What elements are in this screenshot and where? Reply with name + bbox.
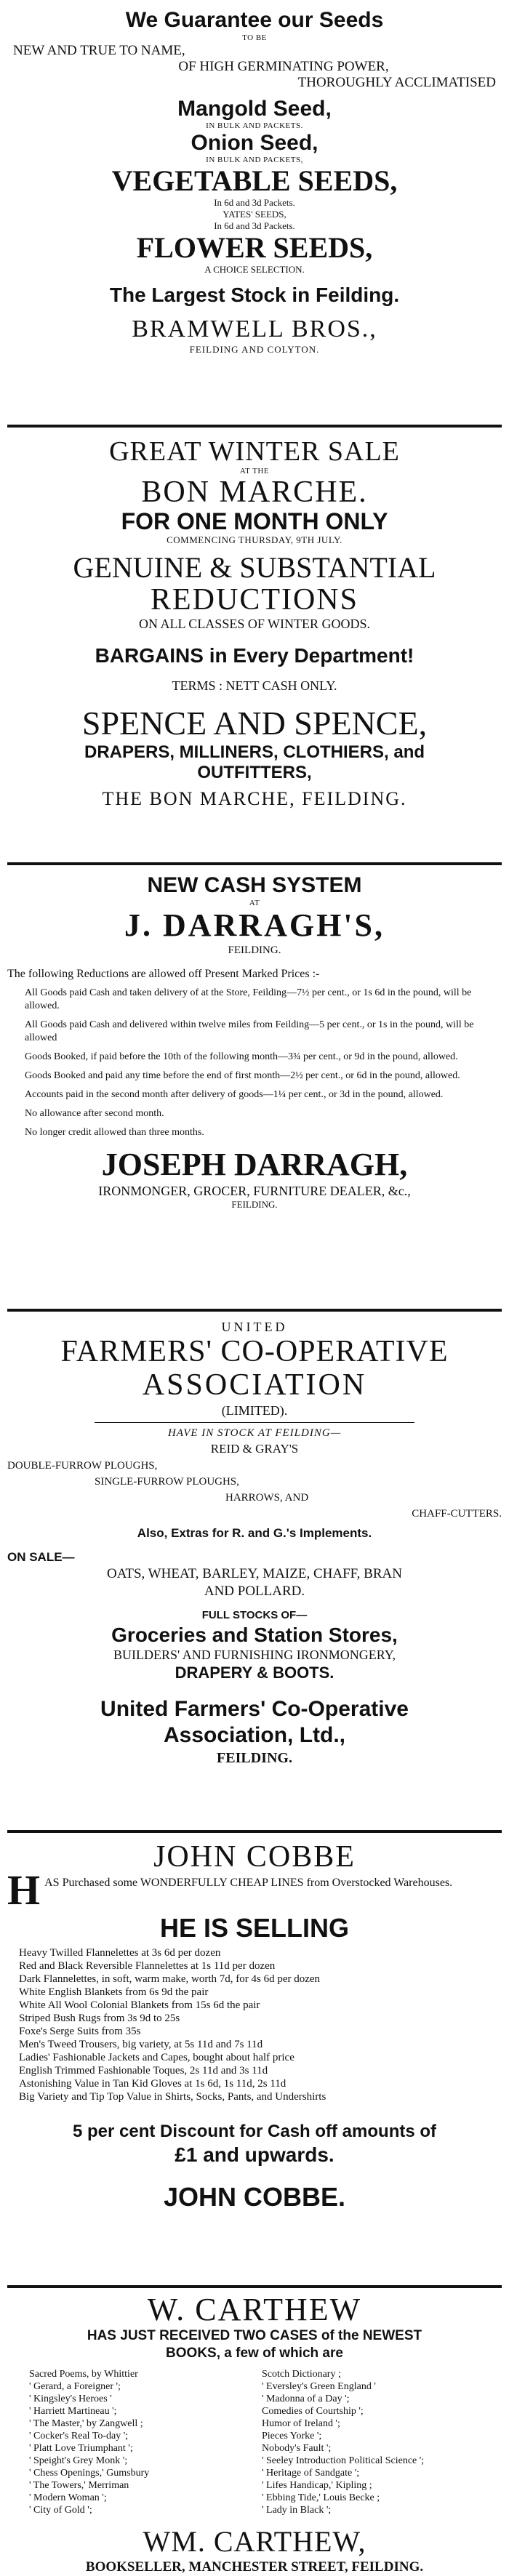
book-title: ' Harriett Martineau '; [29, 2406, 117, 2417]
book-lists [7, 2367, 502, 2518]
book-title: ' Heritage of Sandgate '; [262, 2468, 360, 2479]
book-title: ' Ebbing Tide,' Louis Becke ; [262, 2492, 380, 2503]
book-title: Humor of Ireland '; [262, 2418, 340, 2429]
reduction-item: No longer credit allowed than three months. [25, 1127, 204, 1138]
bon-marche-shop: THE BON MARCHE, FEILDING. [102, 788, 407, 809]
united-label: UNITED [221, 1320, 288, 1334]
guarantee-line-2: OF HIGH GERMINATING POWER, [178, 59, 389, 74]
discount-line-2: £1 and upwards. [175, 2143, 334, 2166]
received-line-2: BOOKS, a few of which are [166, 2346, 343, 2361]
darragh-trades: IRONMONGER, GROCER, FURNITURE DEALER, &c., [98, 1184, 411, 1198]
sale-item: White English Blankets from 6s 9d the pair [19, 1986, 209, 1998]
bramwell-ad [7, 3, 502, 428]
at-the-label: AT THE [239, 467, 270, 476]
reduction-item: All Goods paid Cash and delivered within twelve miles from Feilding—5 per cent., or 1s in the pound, will be allowed [25, 1019, 474, 1043]
carthew-name: W. CARTHEW [147, 2292, 362, 2327]
book-title: Nobody's Fault '; [262, 2443, 332, 2454]
reduction-item: Accounts paid in the second month after delivery of goods—1¼ per cent., or 3d in the pound, allowed. [25, 1089, 444, 1100]
reduction-item: All Goods paid Cash and taken delivery of at the Store, Feilding—7½ per cent., or 1s 6d in the pound, will be allowed. [25, 987, 472, 1011]
chaff-cutters: CHAFF-CUTTERS. [412, 1508, 502, 1520]
onion-seed: Onion Seed, [191, 131, 318, 155]
darragh-town: FEILDING. [228, 944, 281, 956]
book-title: ' Eversley's Green England ' [262, 2381, 376, 2392]
carthew-ad [7, 2288, 502, 2575]
sale-item: Red and Black Reversible Flannelettes at 1s 11d per dozen [19, 1960, 276, 1972]
limited-label: (LIMITED). [221, 1403, 288, 1418]
spence-trades-2: OUTFITTERS, [197, 763, 312, 782]
double-furrow: DOUBLE-FURROW PLOUGHS, [7, 1460, 158, 1472]
bramwell-headline: We Guarantee our Seeds [125, 8, 384, 32]
terms-line: TERMS : NETT CASH ONLY. [172, 678, 337, 693]
reid-gray: REID & GRAY'S [210, 1442, 299, 1456]
book-title: ' Lady in Black '; [262, 2505, 332, 2516]
cobbe-ad [7, 1833, 502, 2288]
book-title: ' Platt Love Triumphant '; [29, 2443, 133, 2454]
book-title: ' Kingsley's Heroes ' [29, 2394, 112, 2404]
sale-item: Big Variety and Tip Top Value in Shirts, Socks, Pants, and Undershirts [19, 2091, 326, 2103]
book-title: ' Cocker's Real To-day '; [29, 2431, 129, 2441]
extras-line: Also, Extras for R. and G.'s Implements. [137, 1526, 372, 1540]
winter-sale-headline: GREAT WINTER SALE [109, 436, 400, 467]
vegetable-seeds: VEGETABLE SEEDS, [111, 164, 398, 197]
bon-marche-name: BON MARCHE. [141, 476, 368, 509]
flower-seeds: FLOWER SEEDS, [136, 231, 373, 264]
reduction-item: Goods Booked and paid any time before the end of first month—2½ per cent., or 6d in the pound, allowed. [25, 1070, 460, 1081]
darragh-ad [7, 865, 502, 1312]
cobbe-signature: JOHN COBBE. [163, 2182, 346, 2212]
book-title: ' Madonna of a Day '; [262, 2394, 350, 2404]
darragh-town-2: FEILDING. [231, 1199, 278, 1210]
book-list-left [29, 2368, 247, 2516]
reductions: REDUCTIONS [150, 583, 358, 617]
bon-marche-ad [7, 428, 502, 865]
drop-cap: H [7, 1874, 41, 1907]
he-is-selling: HE IS SELLING [159, 1913, 350, 1943]
sale-item: Dark Flannelettes, in soft, warm make, worth 7d, for 4s 6d per dozen [19, 1973, 321, 1985]
sale-item: Astonishing Value in Tan Kid Gloves at 1s 6d, 1s 11d, 2s 11d [19, 2078, 286, 2090]
carthew-firm: WM. CARTHEW, [143, 2525, 366, 2558]
received-line-1: HAS JUST RECEIVED TWO CASES of the NEWEST [87, 2328, 422, 2343]
cobbe-items [7, 1946, 502, 2103]
sale-item: Heavy Twilled Flannelettes at 3s 6d per dozen [19, 1947, 221, 1959]
book-list-right [262, 2368, 480, 2516]
joseph-darragh-firm: JOSEPH DARRAGH, [101, 1147, 408, 1182]
single-furrow: SINGLE-FURROW PLOUGHS, [95, 1476, 239, 1488]
on-all-classes: ON ALL CLASSES OF WINTER GOODS. [138, 617, 371, 631]
mangold-sub: IN BULK AND PACKETS. [206, 121, 303, 130]
groceries-line: Groceries and Station Stores, [111, 1624, 398, 1646]
discount-line-1: 5 per cent Discount for Cash off amounts of [72, 2122, 437, 2141]
have-in-stock: HAVE IN STOCK AT FEILDING— [167, 1427, 342, 1439]
sale-item: Striped Bush Rugs from 3s 9d to 25s [19, 2013, 180, 2024]
book-title: ' City of Gold '; [29, 2505, 92, 2516]
farmers-firm-2: Association, Ltd., [163, 1723, 346, 1747]
full-stocks-label: FULL STOCKS OF— [201, 1609, 308, 1621]
to-be-label: TO BE [242, 33, 267, 42]
carthew-address: BOOKSELLER, MANCHESTER STREET, FEILDING. [85, 2559, 424, 2575]
book-title: ' Speight's Grey Monk '; [29, 2455, 128, 2466]
bramwell-address: FEILDING AND COLYTON. [189, 344, 320, 355]
book-title: Sacred Poems, by Whittier [29, 2369, 138, 2380]
spence-firm: SPENCE AND SPENCE, [81, 705, 428, 742]
sale-item: Foxe's Serge Suits from 35s [19, 2026, 141, 2037]
grains-line-1: OATS, WHEAT, BARLEY, MAIZE, CHAFF, BRAN [107, 1566, 402, 1581]
book-title: ' The Master,' by Zangwell ; [29, 2418, 143, 2429]
mangold-seed: Mangold Seed, [177, 97, 332, 121]
onion-sub: IN BULK AND PACKETS, [206, 156, 303, 164]
builders-line: BUILDERS' AND FURNISHING IRONMONGERY, [113, 1648, 396, 1662]
book-title: ' Gerard, a Foreigner '; [29, 2381, 121, 2392]
book-title: Pieces Yorke '; [262, 2431, 322, 2441]
reduction-item: Goods Booked, if paid before the 10th of the following month—3¾ per cent., or 9d in the pound, allowed. [25, 1051, 458, 1062]
darragh-name: J. DARRAGH'S, [124, 907, 385, 943]
grains-line-2: AND POLLARD. [204, 1584, 305, 1599]
commencing-date: COMMENCING THURSDAY, 9TH JULY. [167, 534, 342, 545]
farmers-firm-1: United Farmers' Co-Operative [100, 1697, 409, 1721]
book-title: ' Modern Woman '; [29, 2492, 107, 2503]
cobbe-name: JOHN COBBE [153, 1840, 356, 1874]
on-sale-label: ON SALE— [7, 1550, 75, 1564]
farmers-title-1: FARMERS' CO-OPERATIVE [60, 1335, 449, 1368]
cobbe-intro [7, 1874, 502, 1907]
sale-item: Ladies' Fashionable Jackets and Capes, bought about half price [19, 2052, 294, 2063]
flower-sub: A CHOICE SELECTION. [204, 264, 305, 275]
farmers-title-2: ASSOCIATION [142, 1368, 367, 1402]
book-title: ' The Towers,' Merriman [29, 2480, 129, 2491]
guarantee-line-1: NEW AND TRUE TO NAME, [13, 43, 185, 58]
reductions-list [7, 987, 502, 1139]
veg-sub-3: In 6d and 3d Packets. [214, 220, 295, 231]
spence-trades-1: DRAPERS, MILLINERS, CLOTHIERS, and [84, 742, 425, 762]
sale-item: White All Wool Colonial Blankets from 15s 6d the pair [19, 1999, 260, 2011]
cobbe-intro-text: AS Purchased some WONDERFULLY CHEAP LINES from Overstocked Warehouses. [44, 1877, 453, 1889]
cash-system-headline: NEW CASH SYSTEM [147, 873, 362, 897]
farmers-town: FEILDING. [217, 1750, 292, 1766]
bramwell-firm: BRAMWELL BROS., [132, 316, 377, 342]
book-title: Scotch Dictionary ; [262, 2369, 341, 2380]
genuine-substantial: GENUINE & SUBSTANTIAL [73, 551, 436, 584]
at-label: AT [249, 899, 260, 907]
guarantee-line-3: THOROUGHLY ACCLIMATISED [297, 75, 496, 90]
veg-sub-2: YATES' SEEDS, [223, 209, 286, 220]
harrows: HARROWS, AND [225, 1492, 309, 1504]
sale-item: Men's Tweed Trousers, big variety, at 5s 11d and 7s 11d [19, 2039, 263, 2050]
largest-stock: The Largest Stock in Feilding. [109, 284, 400, 306]
one-month-only: FOR ONE MONTH ONLY [121, 508, 388, 534]
sale-item: English Trimmed Fashionable Toques, 2s 11d and 3s 11d [19, 2065, 268, 2077]
bargains-line: BARGAINS in Every Department! [95, 644, 414, 667]
drapery-line: DRAPERY & BOOTS. [175, 1664, 334, 1682]
veg-sub-1: In 6d and 3d Packets. [214, 197, 295, 208]
reductions-intro: The following Reductions are allowed off Present Marked Prices :- [7, 968, 320, 980]
divider [95, 1422, 414, 1423]
farmers-ad [7, 1312, 502, 1833]
book-title: ' Seeley Introduction Political Science '; [262, 2455, 425, 2466]
book-title: ' Chess Openings,' Gumsbury [29, 2468, 150, 2479]
reduction-item: No allowance after second month. [25, 1108, 164, 1119]
book-title: ' Lifes Handicap,' Kipling ; [262, 2480, 372, 2491]
book-title: Comedies of Courtship '; [262, 2406, 364, 2417]
